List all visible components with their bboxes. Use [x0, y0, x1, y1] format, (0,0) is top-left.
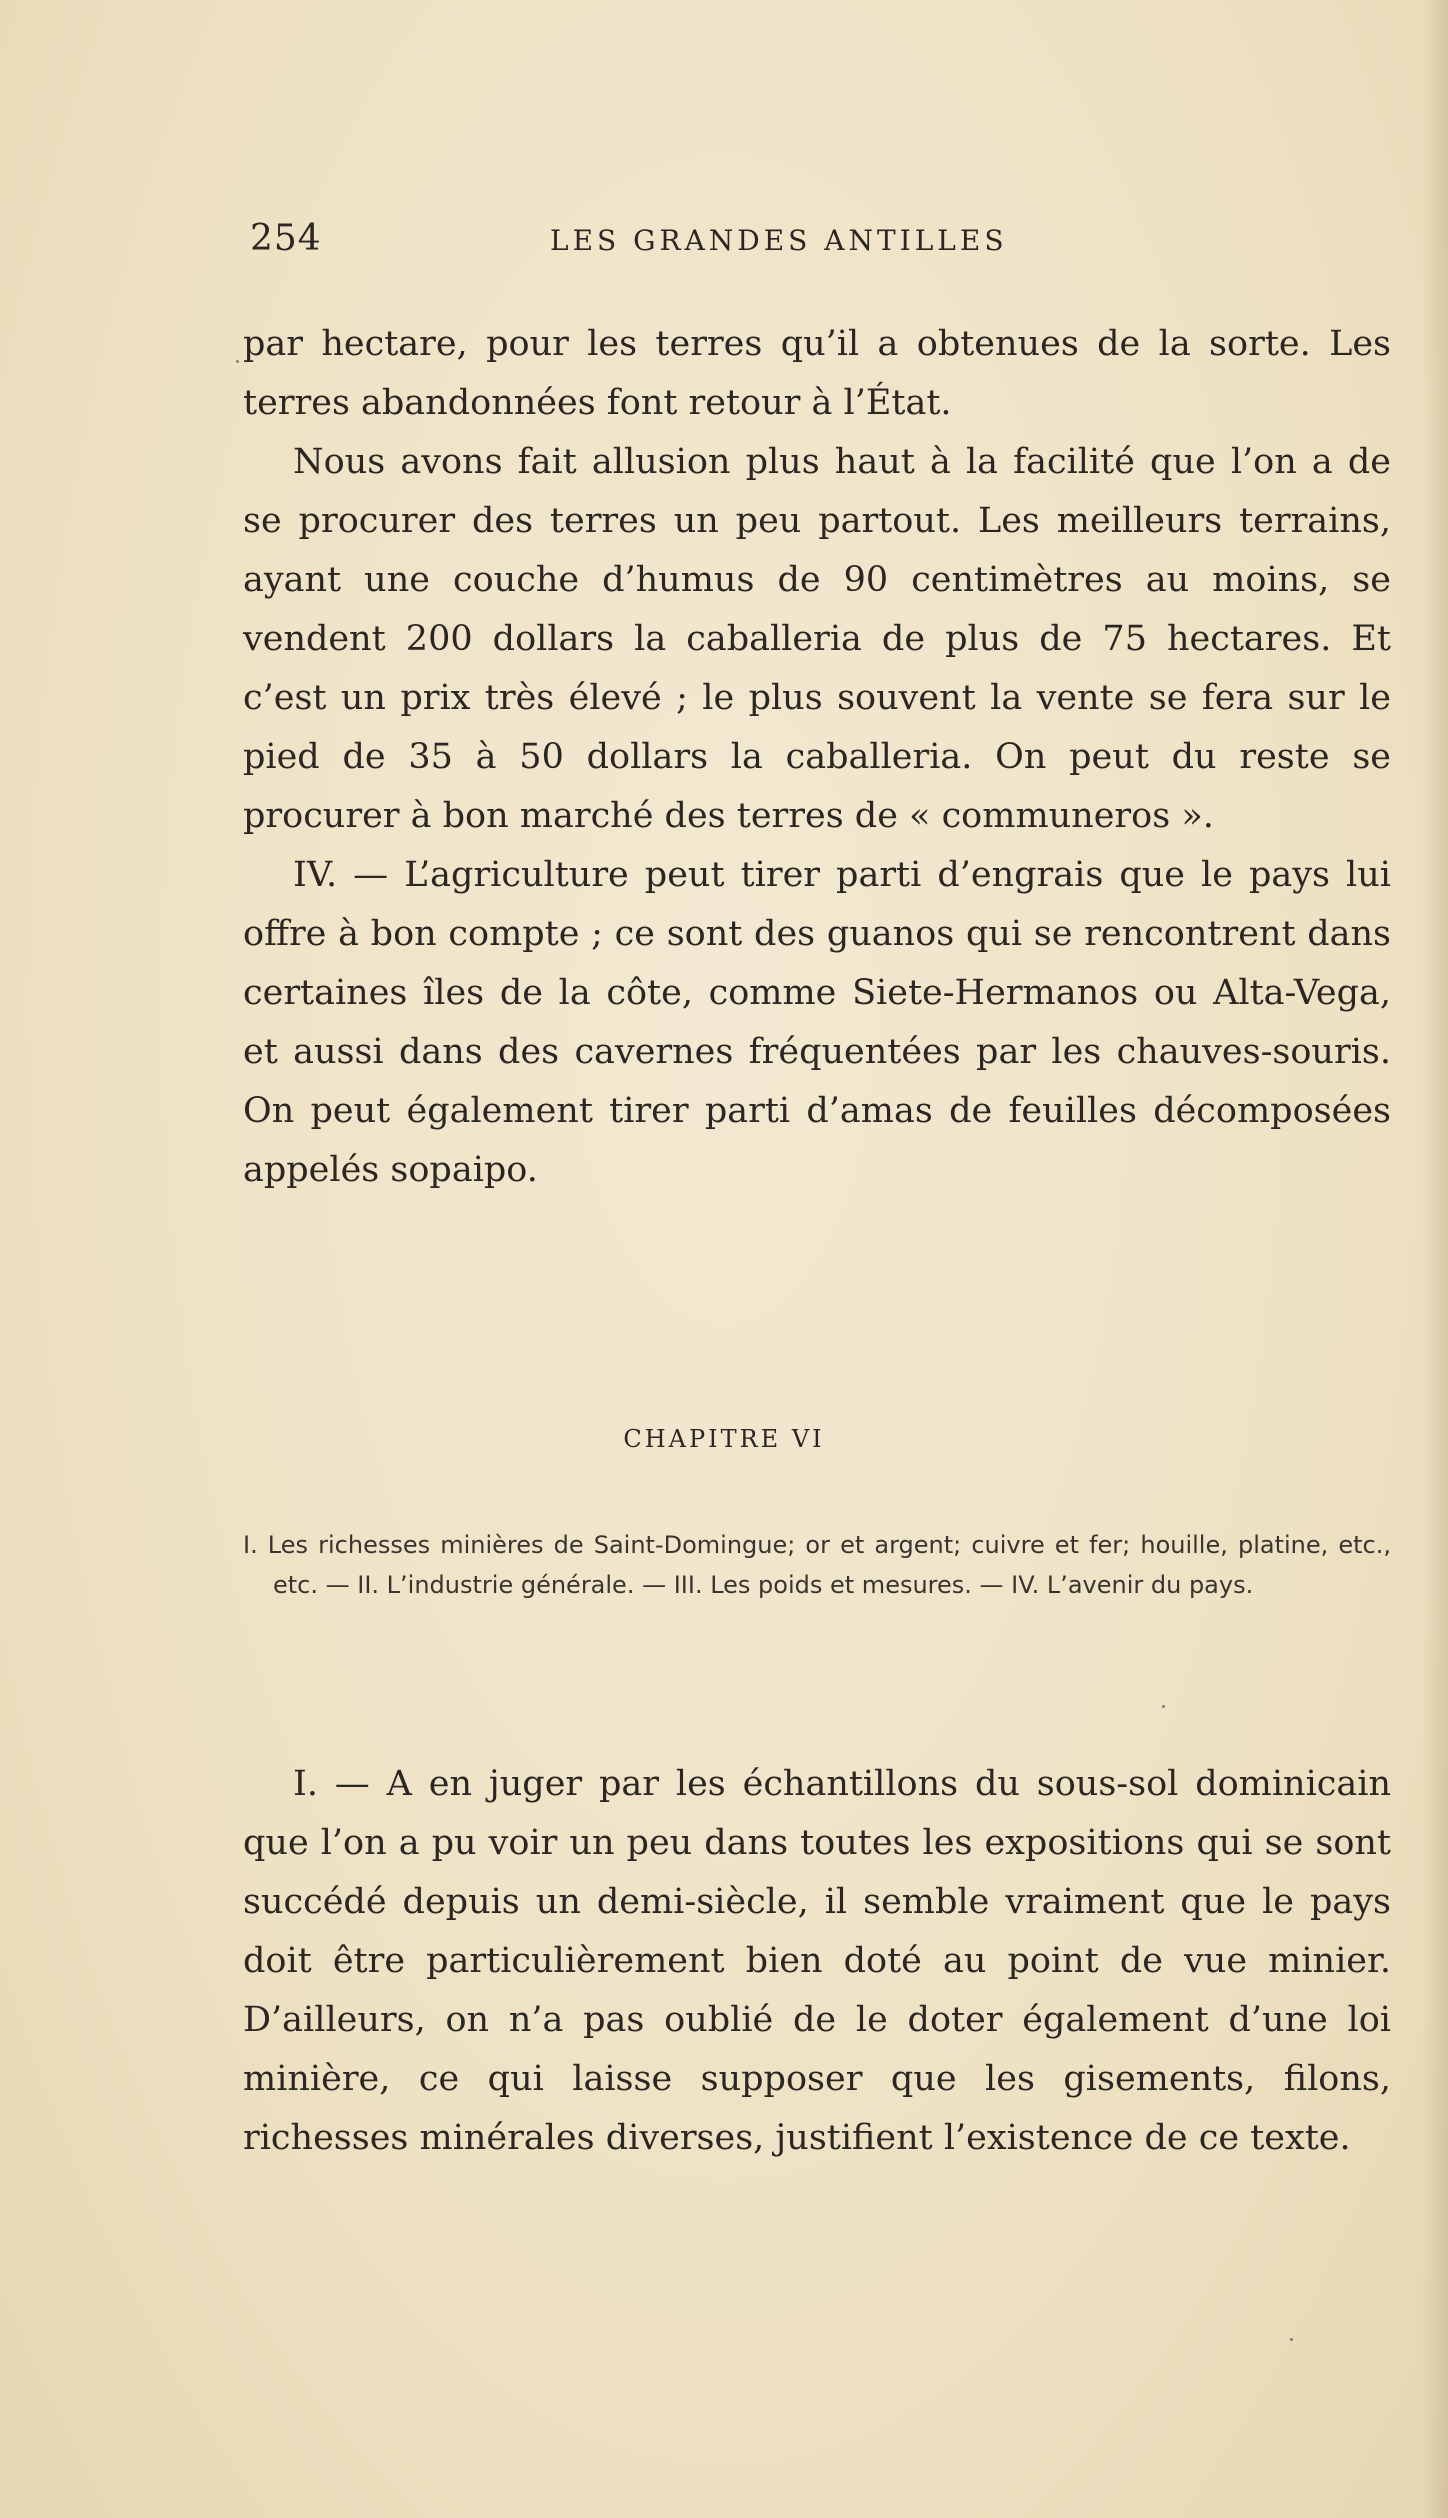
paragraph: IV. — L’agriculture peut tirer parti d’engrais que le pays lui offre à bon compte ; ce sont des guanos qui se rencontrent dans certaines îles de la côte, comme Siete-Hermanos ou Alta-Vega, et aussi dans des cavernes fréquentées par les chauves-souris. On peut également tirer parti d’amas de feuilles décomposées appelés sopaipo. — [243, 855, 1391, 1190]
paragraph: I. — A en juger par les échantillons du sous-sol dominicain que l’on a pu voir un peu dans toutes les expositions qui se sont succédé depuis un demi-siècle, il semble vraiment que le pays doit être particulièrement bien doté au point de vue minier. D’ailleurs, on n’a pas oublié de le doter également d’une loi minière, ce qui laisse supposer que les gisements, filons, richesses minérales diverses, justifient l’existence de ce texte. — [243, 1764, 1391, 2158]
paragraph: par hectare, pour les terres qu’il a obtenues de la sorte. Les terres abandonnées font retour à l’État. — [243, 324, 1391, 423]
paragraph: Nous avons fait allusion plus haut à la facilité que l’on a de se procurer des terres un peu partout. Les meilleurs terrains, ayant une couche d’humus de 90 centimètres au moins, se vendent 200 dollars la caballeria de plus de 75 hectares. Et c’est un prix très élevé ; le plus souvent la vente se fera sur le pied de 35 à 50 dollars la caballeria. On peut du reste se procurer à bon marché des terres de « communeros ». — [243, 442, 1391, 836]
page-header — [250, 218, 1200, 268]
section-1-text — [243, 315, 1391, 1200]
chapter-heading: CHAPITRE VI — [623, 1425, 825, 1453]
paper-speck — [236, 360, 239, 363]
summary-text: I. Les richesses minières de Saint-Domingue; or et argent; cuivre et fer; houille, platine, etc., etc. — II. L’industrie générale. — III. Les poids et mesures. — IV. L’avenir du pays. — [243, 1531, 1391, 1599]
section-2-text — [243, 1755, 1391, 2168]
chapter-summary — [243, 1525, 1391, 1605]
page-number: 254 — [250, 218, 322, 259]
page-edge-shadow — [1422, 0, 1448, 2518]
running-title: LES GRANDES ANTILLES — [550, 224, 1008, 257]
paper-speck — [1162, 1705, 1165, 1708]
paper-speck — [1290, 2338, 1293, 2341]
